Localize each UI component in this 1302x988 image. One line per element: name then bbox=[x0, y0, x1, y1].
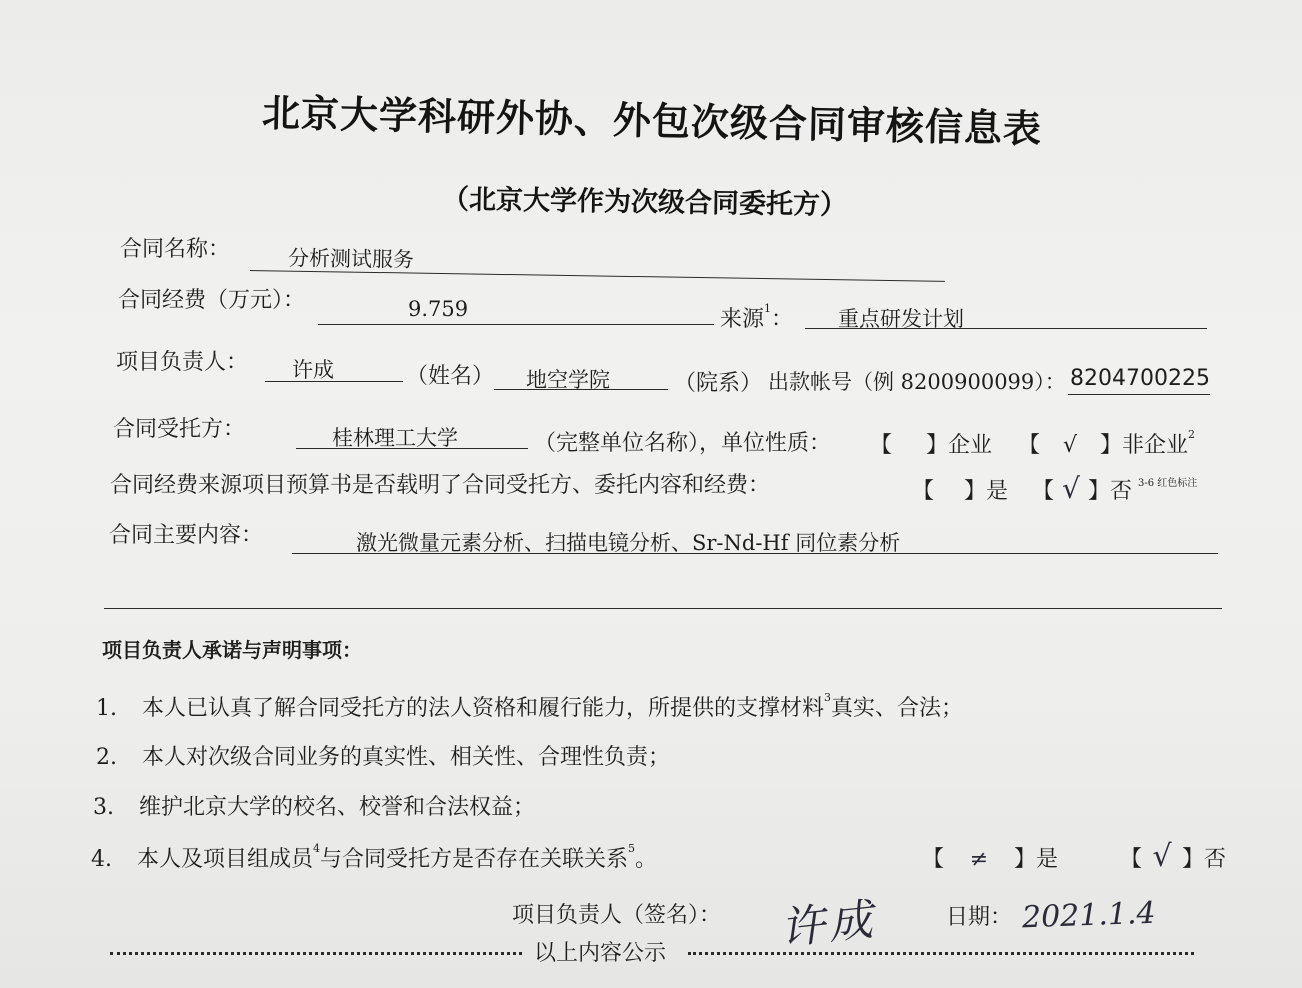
page-title: 北京大学科研外协、外包次级合同审核信息表 bbox=[261, 90, 1043, 152]
content-value: 激光微量元素分析、扫描电镜分析、Sr-Nd-Hf 同位素分析 bbox=[356, 531, 901, 555]
source-value: 重点研发计划 bbox=[838, 307, 964, 331]
date-label: 日期： bbox=[946, 905, 1013, 930]
source-underline bbox=[805, 328, 1207, 329]
account-label: 出款帐号（例 8200900099）： bbox=[768, 370, 1066, 394]
public-notice-text: 以上内容公示 bbox=[534, 941, 667, 966]
trustee-underline bbox=[296, 448, 528, 449]
trustee-label: 合同受托方： bbox=[113, 417, 246, 442]
handwritten-signature: 许成 bbox=[778, 894, 879, 955]
option-non-enterprise-mark: √ bbox=[1063, 433, 1078, 458]
budget-no-checkmark: √ bbox=[1062, 472, 1080, 505]
contract-name-label: 合同名称： bbox=[120, 237, 231, 262]
content-label: 合同主要内容： bbox=[109, 523, 264, 548]
pi-name-value: 许成 bbox=[292, 358, 334, 382]
content-underline-1 bbox=[292, 553, 1218, 554]
signature-label: 项目负责人（签名）： bbox=[512, 903, 722, 928]
commitment-item: 4. 本人及项目组成员$^4$与合同受托方是否存在关联关系$^5$。 bbox=[91, 842, 658, 872]
contract-fee-label: 合同经费（万元）： bbox=[118, 288, 306, 313]
budget-option-no[interactable]: 【 √ 】否 bbox=[1032, 472, 1133, 505]
account-value: 8204700225 bbox=[1070, 366, 1210, 391]
page-subtitle: （北京大学作为次级合同委托方） bbox=[441, 184, 848, 221]
option-enterprise[interactable]: 【 】企业 bbox=[870, 433, 993, 458]
contract-name-underline bbox=[250, 270, 945, 282]
date-value: 2021.1.4 bbox=[1021, 895, 1157, 936]
relation-no-checkmark: √ bbox=[1152, 839, 1172, 874]
trustee-value: 桂林理工大学 bbox=[332, 426, 458, 450]
pi-dept-suffix: （院系） bbox=[674, 371, 763, 396]
commitment-item: 1. 本人已认真了解合同受托方的法人资格和履行能力，所提供的支撑材料$^3$真实、合法； bbox=[96, 691, 964, 721]
source-label: 来源$^1$： bbox=[720, 302, 794, 332]
budget-question: 合同经费来源项目预算书是否载明了合同受托方、委托内容和经费： bbox=[110, 473, 771, 498]
relation-option-no[interactable]: 【 √ 】否 bbox=[1120, 839, 1227, 874]
commitment-item: 3. 维护北京大学的校名、校誉和合法权益； bbox=[93, 795, 536, 820]
separator-left bbox=[110, 952, 522, 955]
pi-label: 项目负责人： bbox=[116, 350, 249, 375]
pi-dept-underline bbox=[494, 389, 668, 390]
pi-name-suffix: （姓名） bbox=[406, 364, 495, 389]
pi-name-underline bbox=[265, 381, 403, 382]
separator-right bbox=[688, 952, 1194, 955]
relation-option-yes[interactable]: 【 ≠ 】是 bbox=[922, 847, 1059, 872]
budget-note: 3-6 红色标注 bbox=[1138, 478, 1198, 489]
budget-option-yes[interactable]: 【 】是 bbox=[912, 479, 1009, 504]
contract-fee-value: 9.759 bbox=[408, 297, 469, 321]
commitment-heading: 项目负责人承诺与声明事项： bbox=[102, 638, 362, 662]
contract-fee-underline bbox=[318, 324, 714, 325]
commitment-item: 2. 本人对次级合同业务的真实性、相关性、合理性负责； bbox=[96, 745, 671, 770]
option-non-enterprise[interactable]: 【 √ 】非企业$^2$ bbox=[1018, 428, 1196, 458]
pi-dept-value: 地空学院 bbox=[526, 368, 610, 392]
relation-yes-mark: ≠ bbox=[969, 847, 989, 872]
account-underline bbox=[1068, 394, 1210, 395]
trustee-suffix: （完整单位名称），单位性质： bbox=[534, 431, 832, 456]
contract-name-value: 分析测试服务 bbox=[287, 246, 415, 272]
content-underline-2 bbox=[104, 608, 1222, 609]
